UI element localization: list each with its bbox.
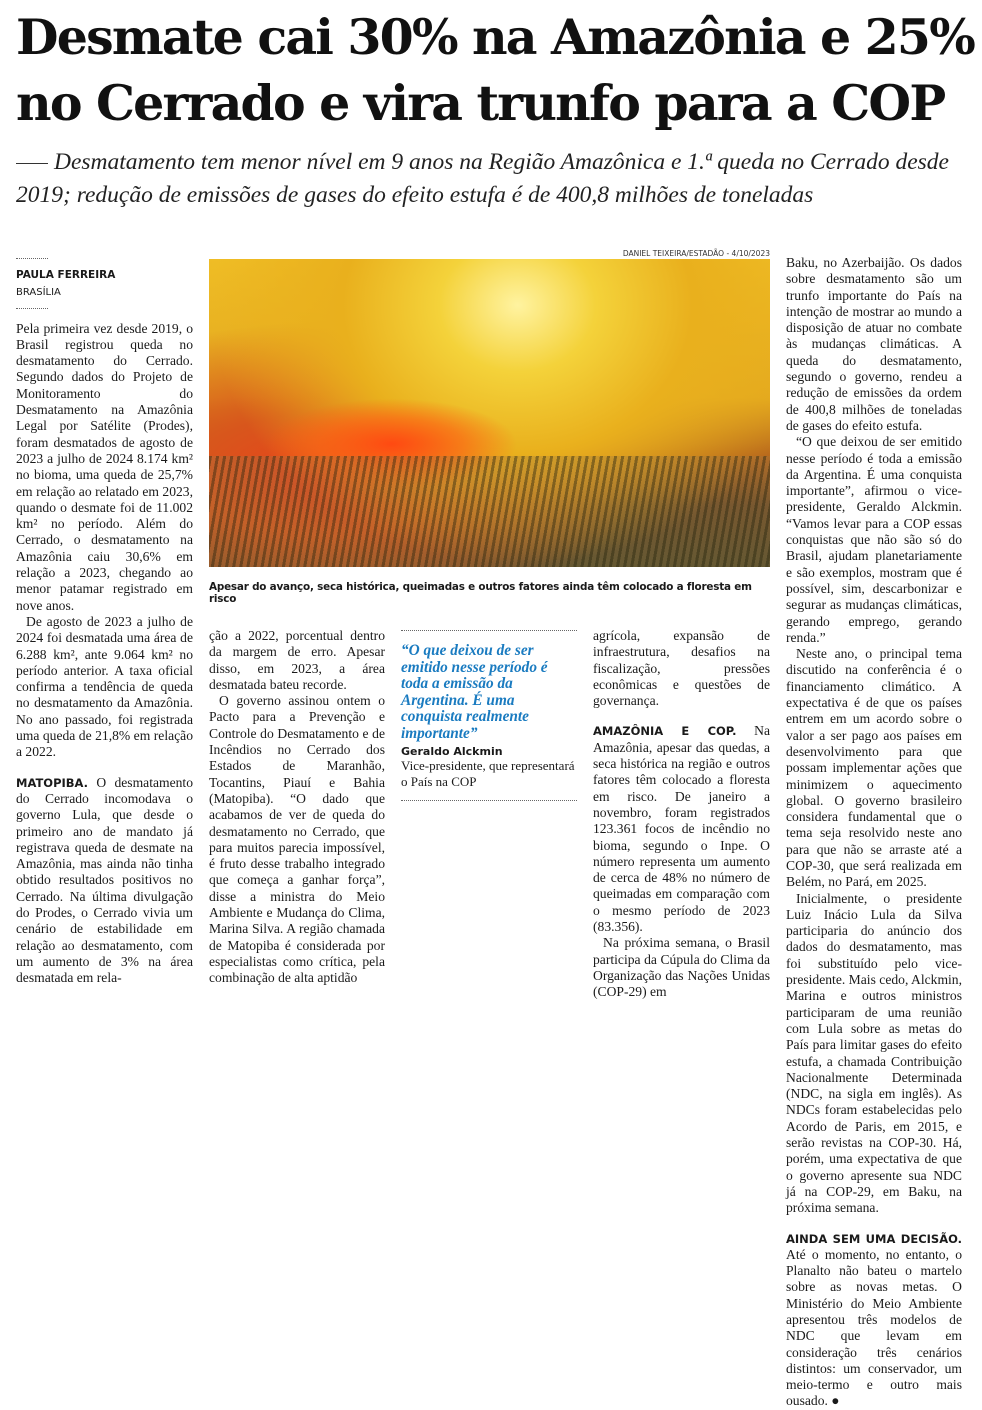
paragraph: ção a 2022, porcentual dentro da margem de erro. Apesar disso, em 2023, a área desmatada bateu recorde. <box>209 628 385 692</box>
photo-credit: DANIEL TEIXEIRA/ESTADÃO - 4/10/2023 <box>622 249 770 258</box>
pull-quote-text: “O que deixou de ser emitido nesse período é toda a emissão da Argentina. É uma conquista realmente importante” <box>401 642 548 742</box>
paragraph: De agosto de 2023 a julho de 2024 foi desmatada uma área de 6.288 km², ante 9.064 km² no período anterior. A taxa oficial confirma a tendência de queda no desmatamento da Amazônia. No ano passado, foi registrada uma queda de 21,8% em relação a 2022. <box>16 613 193 760</box>
paragraph: O governo assinou ontem o Pacto para a Prevenção e Controle do Desmatamento e de Incêndios no Cerrado dos Estados de Maranhão, Tocantins, Piauí e Bahia (Matopiba). “O dado que acabamos de ver de queda do desmatamento no Cerrado, que para muitos parecia impossível, é fruto desse trabalho integrado que começa a ganhar força”, disse a ministra do Meio Ambiente e Mudança do Clima, Marina Silva. A região chamada de Matopiba é considerada por especialistas como crítica, pela combinação de alta aptidão <box>209 693 385 986</box>
paragraph <box>786 1231 962 1410</box>
wildfire-photo <box>209 259 770 567</box>
paragraph <box>593 723 770 935</box>
section-kicker: AMAZÔNIA E COP. <box>593 724 737 739</box>
column-1 <box>16 258 193 986</box>
pull-quote <box>401 630 577 801</box>
byline-author: PAULA FERREIRA <box>16 269 116 281</box>
paragraph: Baku, no Azerbaijão. Os dados sobre desmatamento são um trunfo importante do País na intenção de mostrar ao mundo a disposição de atuar no combate às mudanças climáticas. A queda do desmatamento, segundo o governo, rendeu a redução de emissões da ordem de 400,8 milhões de toneladas de gases do efeito estufa. <box>786 255 962 433</box>
paragraph-text: Até o momento, no entanto, o Planalto não bateu o martelo sobre as novas metas. O Ministério do Meio Ambiente apresentou três modelos de NDC que levam em consideração três cenários distintos: um conservador, um meio-termo e outro mais ousado. ● <box>786 1246 962 1409</box>
paragraph: Na próxima semana, o Brasil participa da Cúpula do Clima da Organização das Nações Unidas (COP-29) em <box>593 935 770 1000</box>
pull-quote-role: Vice-presidente, que representará o País na COP <box>401 758 575 789</box>
pull-quote-name: Geraldo Alckmin <box>401 745 503 758</box>
paragraph-text: Na Amazônia, apesar das quedas, a seca histórica na região e outros fatores têm colocado a floresta em risco. De janeiro a novembro, foram registrados 123.361 focos de incêndio no bioma, segundo o Inpe. O número representa um aumento de cerca de 48% no número de queimadas em comparação com o mesmo período de 2023 (83.356). <box>593 723 770 935</box>
headline: Desmate cai 30% na Amazônia e 25% no Cerrado e vira trunfo para a COP <box>16 8 974 132</box>
subheadline-text: Desmatamento tem menor nível em 9 anos na Região Amazônica e 1.ª queda no Cerrado desde 2019; redução de emissões de gases do efeito estufa é de 400,8 milhões de toneladas <box>16 149 949 208</box>
column-5 <box>786 255 962 1410</box>
section-kicker: MATOPIBA. <box>16 775 89 790</box>
dotted-rule <box>16 308 48 309</box>
paragraph: Inicialmente, o presidente Luiz Inácio Lula da Silva participaria do anúncio dos dados do desmatamento, mas foi substituído pelo vice-presidente. Mais cedo, Alckmin, Marina e outros ministros participaram de uma reunião com Lula sobre as metas do País para limitar gases do efeito estufa, a chamada Contribuição Nacionalmente Determinada (NDC, na sigla em inglês). As NDCs foram estabelecidas pelo Acordo de Paris, em 2015, e serão revistas na COP-30. Há, porém, uma expectativa de que o governo apresente sua NDC já na COP-29, em Baku, na próxima semana. <box>786 890 962 1216</box>
dash-rule <box>16 163 48 164</box>
section-kicker: AINDA SEM UMA DECISÃO. <box>786 1231 962 1246</box>
paragraph <box>16 775 193 987</box>
paragraph: Pela primeira vez desde 2019, o Brasil registrou queda no desmatamento do Cerrado. Segundo dados do Projeto de Monitoramento do Desmatamento na Amazônia Legal por Satélite (Prodes), foram desmatados de agosto de 2023 a julho de 2024 8.174 km² no bioma, uma queda de 25,7% em relação ao relatado em 2023, quando o desmate foi de 11.002 km² no período. Além do Cerrado, o desmatamento na Amazônia caiu 30,6% em relação a 2023, chegando ao menor patamar registrado em nove anos. <box>16 320 193 613</box>
paragraph-text: O desmatamento do Cerrado incomodava o governo Lula, que desde o primeiro ano de mandato já registrava queda de desmate na Amazônia, mas ainda não tinha obtido resultados positivos no Cerrado. Na última divulgação do Prodes, o Cerrado vivia um cenário de estabilidade em relação ao desmatamento, com um aumento de 3% na área desmatada em rela- <box>16 774 193 986</box>
paragraph: Neste ano, o principal tema discutido na conferência é o financiamento climático. A expectativa é de que os países entrem em um acordo sobre o valor a ser pago aos países em desenvolvimento para que possam implementar ações que minimizem o aquecimento global. O governo brasileiro considera fundamental que o tema seja resolvido neste ano para que não se arraste até a COP-30, que será realizada em Belém, no Pará, em 2025. <box>786 646 962 890</box>
column-2 <box>209 628 385 987</box>
paragraph: “O que deixou de ser emitido nesse período é toda a emissão da Argentina. É uma conquista importante”, afirmou o vice-presidente, Geraldo Alckmin. “Vamos levar para a COP essas conquistas que não são só do Brasil, ajudam planetariamente e são exemplos, mostram que é possível, sim, descarbonizar e segurar as mudanças climáticas, gerando emprego, gerando renda.” <box>786 434 962 645</box>
paragraph: agrícola, expansão de infraestrutura, desafios na fiscalização, pressões econômicas e questões de governança. <box>593 628 770 709</box>
photo-caption: Apesar do avanço, seca histórica, queimadas e outros fatores ainda têm colocado a floresta em risco <box>209 581 752 605</box>
byline-city: BRASÍLIA <box>16 287 61 299</box>
subheadline <box>16 146 976 212</box>
dotted-rule <box>16 258 48 259</box>
column-4 <box>593 628 770 1001</box>
